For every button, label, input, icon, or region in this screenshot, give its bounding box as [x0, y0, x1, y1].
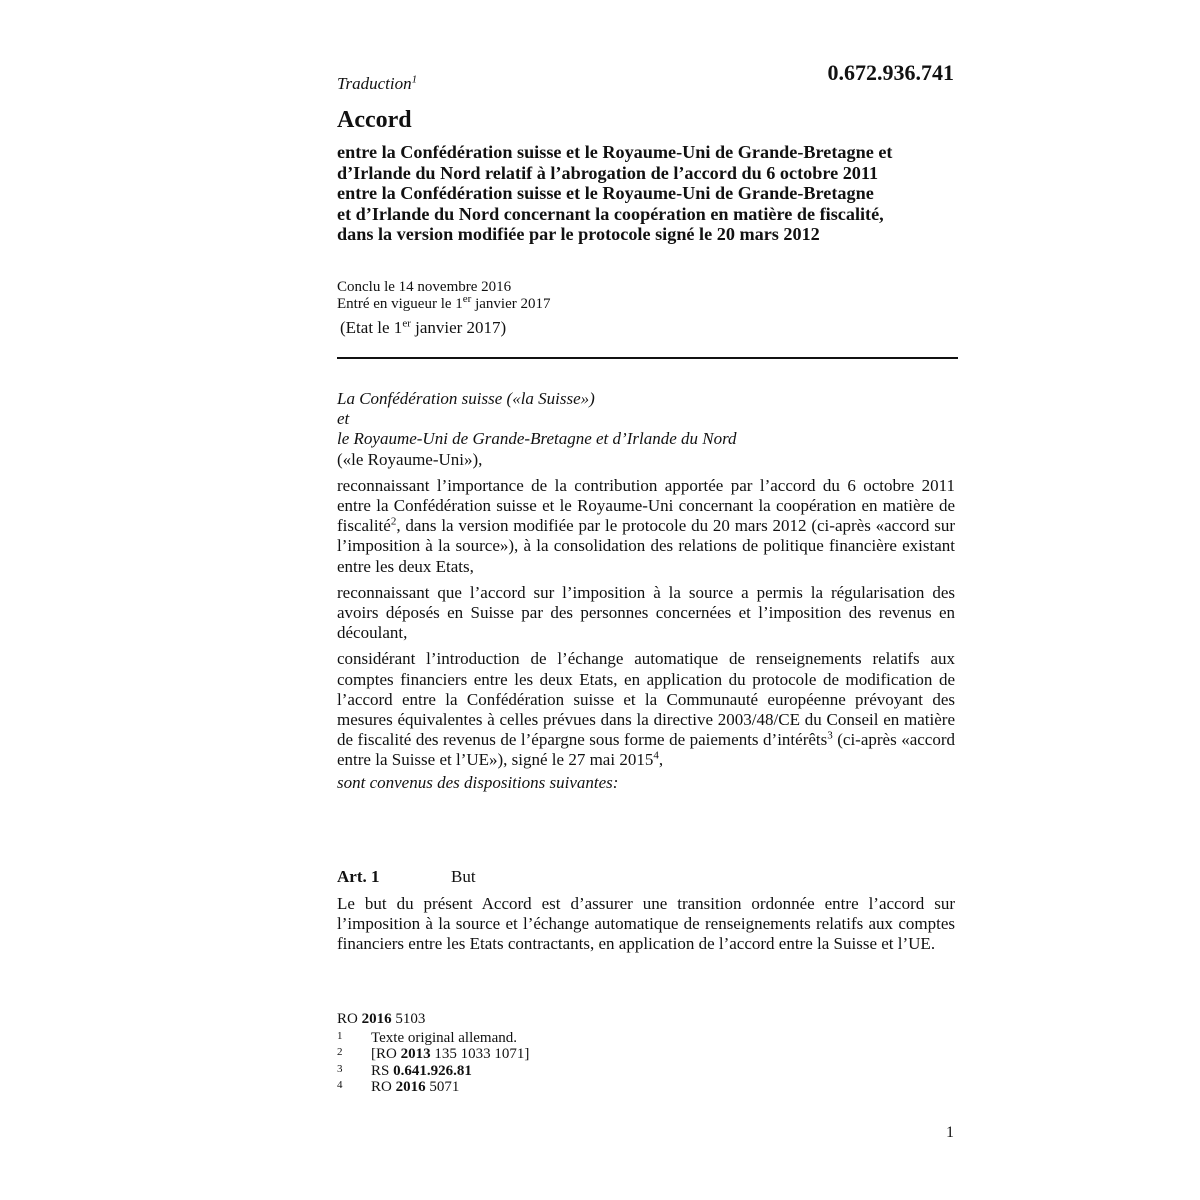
party-2-short: («le Royaume-Uni»),: [337, 449, 483, 469]
conclu-date: Conclu le 14 novembre 2016: [337, 279, 512, 295]
preamble: [337, 389, 955, 799]
document-dates: [337, 279, 551, 312]
considerant-2: reconnaissant que l’accord sur l’imposition à la source a permis la régularisation des avoirs déposés en Suisse par des personnes concernées et l’imposition des revenus en découlant,: [337, 582, 955, 643]
party-2: le Royaume-Uni de Grande-Bretagne et d’Irlande du Nord: [337, 429, 737, 449]
footnote-suffix: 135 1033 1071]: [430, 1046, 530, 1063]
horizontal-rule: [337, 357, 958, 359]
considerant-3-text-cont: (ci-après «accord entre la Suisse et l’UE»), signé le 27 mai 2015: [337, 730, 955, 770]
footnote-bold: 2016: [395, 1079, 426, 1096]
vigueur-suffix: janvier 2017: [471, 295, 551, 312]
ro-year: 2016: [361, 1011, 392, 1027]
footnote-ref-2: 2: [390, 515, 397, 528]
footnote-2: [337, 1046, 529, 1062]
footnote-3: [337, 1063, 529, 1079]
footnote-number: 3: [337, 1062, 343, 1075]
conjunction: et: [337, 409, 350, 429]
subtitle-line: d’Irlande du Nord relatif à l’abrogation de l’accord du 6 octobre 2011: [337, 162, 879, 183]
etat-sup: er: [402, 317, 411, 330]
document-subtitle: [337, 142, 977, 245]
footnote-ref-3: 3: [827, 729, 833, 742]
etat-prefix: (Etat le 1: [340, 318, 403, 337]
footnote-bold: 2013: [400, 1046, 431, 1063]
vigueur-sup: er: [462, 292, 472, 305]
footnote-number: 1: [337, 1030, 343, 1042]
article-number: Art. 1: [337, 867, 380, 886]
article-1-heading: [337, 867, 476, 887]
considerant-1: [337, 476, 955, 577]
footnote-prefix: [RO: [371, 1046, 401, 1063]
footnote-4: [337, 1079, 529, 1095]
sr-number: 0.672.936.741: [827, 60, 954, 85]
party-1: La Confédération suisse («la Suisse»): [337, 389, 595, 408]
traduction-label: [337, 74, 417, 94]
footnote-suffix: 5071: [425, 1079, 460, 1096]
subtitle-line: et d’Irlande du Nord concernant la coopération en matière de fiscalité,: [337, 203, 884, 224]
traduction-text: Traduction: [337, 74, 412, 93]
subtitle-line: entre la Confédération suisse et le Royaume-Uni de Grande-Bretagne: [337, 183, 874, 204]
etat-date: [340, 318, 506, 338]
subtitle-line: dans la version modifiée par le protocole signé le 20 mars 2012: [337, 224, 820, 245]
footnote-prefix: RO: [371, 1079, 396, 1096]
considerant-3-text: considérant l’introduction de l’échange automatique de renseignements relatifs aux comptes financiers entre les deux Etats, en application du protocole de modification de l’accord entre la Confédération suisse et la Communauté européenne prévoyant des mesures équivalentes à celles prévues dans la directive 2003/48/CE du Conseil en matière de fiscalité des revenus de l’épargne sous forme de paiements d’intérêts: [337, 649, 955, 750]
footnote-bold: 0.641.926.81: [393, 1062, 472, 1079]
footnote-ref-4: 4: [653, 749, 659, 762]
footnote-1: [337, 1030, 529, 1046]
ro-prefix: RO: [337, 1011, 362, 1027]
page-number: 1: [946, 1124, 954, 1141]
considerant-3: [337, 649, 955, 770]
considerant-3-comma: ,: [658, 750, 664, 770]
considerant-1-text: reconnaissant l’importance de la contribution apportée par l’accord du 6 octobre 2011 entre la Confédération suisse et le Royaume-Uni concernant la coopération en matière de fiscalité: [337, 475, 955, 536]
parties: [337, 389, 955, 470]
footnotes: [337, 1030, 529, 1096]
document-title: Accord: [337, 107, 412, 133]
vigueur-prefix: Entré en vigueur le 1: [337, 295, 463, 312]
footnote-prefix: RS: [371, 1062, 394, 1079]
closing-formula: sont convenus des dispositions suivantes:: [337, 772, 619, 792]
ro-page: 5103: [391, 1011, 426, 1027]
footnote-text: Texte original allemand.: [371, 1030, 517, 1046]
etat-suffix: janvier 2017): [410, 318, 507, 337]
ro-reference: [337, 1011, 425, 1028]
vigueur-date: [337, 292, 551, 313]
footnote-number: 2: [337, 1046, 343, 1059]
article-1-text: Le but du présent Accord est d’assurer une transition ordonnée entre l’accord sur l’imposition à la source et l’échange automatique de renseignements relatifs aux comptes financiers entre les Etats contractants, en application de l’accord entre la Suisse et l’UE.: [337, 894, 955, 954]
footnote-ref-1: 1: [411, 73, 418, 86]
considerant-1-text-cont: , dans la version modifiée par le protocole du 20 mars 2012 (ci-après «accord sur l’imposition à la source»), à la consolidation des relations de politique financière existant entre les deux Etats,: [337, 516, 955, 576]
article-title: But: [451, 867, 476, 886]
footnote-number: 4: [337, 1079, 343, 1092]
subtitle-line: entre la Confédération suisse et le Royaume-Uni de Grande-Bretagne et: [337, 142, 893, 162]
